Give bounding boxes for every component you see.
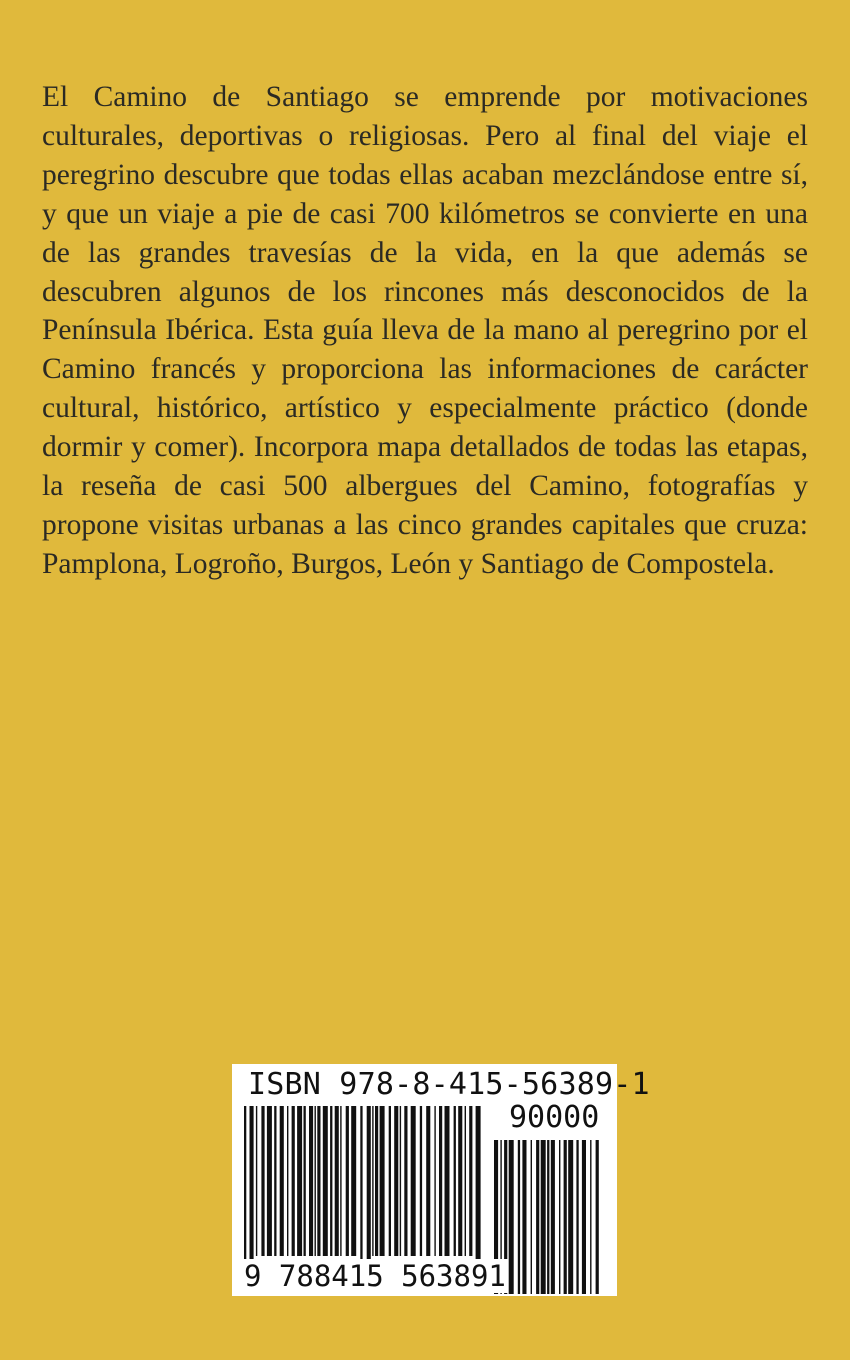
ean-digits: 9 788415 563891 [244,1259,506,1293]
isbn-label: ISBN 978-8-415-56389-1 [248,1067,650,1102]
isbn-barcode [232,1064,650,1296]
price-code: 90000 [509,1100,600,1135]
synopsis-text: El Camino de Santiago se emprende por motivaciones culturales, deportivas o religiosas. Pero al final del viaje el peregrino descubre que todas ellas acaban mezclándose entre sí, y que un viaje a pie de casi 700 kilómetros se convierte en una de las grandes travesías de la vida, en la que además se descubren algunos de los rincones más desconocidos de la Península Ibérica. Esta guía lleva de la mano al peregrino por el Camino francés y proporciona las informaciones de carácter cultural, histórico, artístico y especialmente práctico (donde dormir y comer). Incorpora mapa detallados de todas las etapas, la reseña de casi 500 albergues del Camino, fotografías y propone visitas urbanas a las cinco grandes capitales que cruza: Pamplona, Logroño, Burgos, León y Santiago de Compostela. [42,81,808,580]
